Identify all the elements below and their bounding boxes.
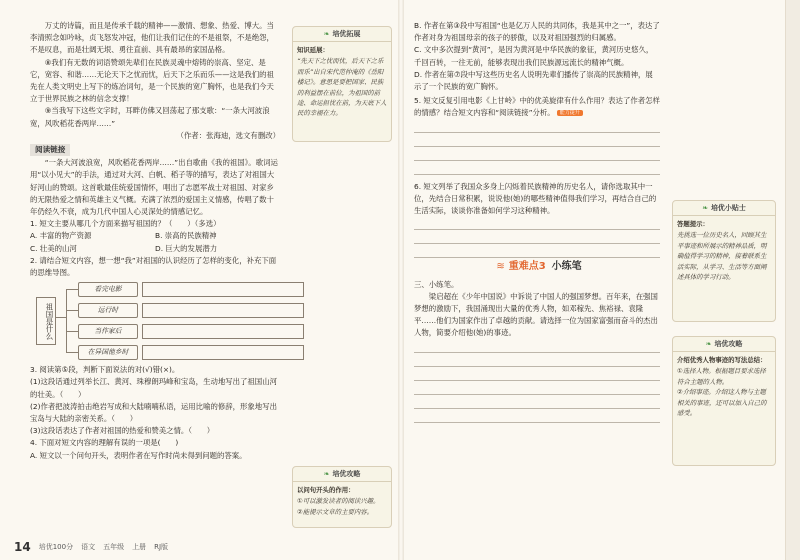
panel-header: ❧ 培优拓展 <box>293 27 391 42</box>
left-column <box>30 20 280 462</box>
section-3-prompt: 梁启超在《少年中国说》中诉说了中国人的强国梦想。百年来，在强国梦想的激励下，我国涌现出大量的优秀人物，如邓稼先、焦裕禄、袁隆平……他们为国家作出了卓越的贡献。请选择一位为国家富强而奋斗的杰出人物，简要介绍他(她)的事迹。 <box>414 291 658 338</box>
ability-badge: 能力提升 <box>557 110 583 116</box>
q4-option-c[interactable]: C. 文中多次提到“黄河”，是因为黄河是中华民族的象征，黄河历史悠久，千回百转，一往无前，能够表现出我们民族源远流长的精神气概。 <box>414 45 654 67</box>
strategy-panel <box>292 466 392 528</box>
grade: 五年级 <box>103 543 125 551</box>
tips-panel <box>672 200 776 322</box>
reading-link-title: 阅读链接 <box>30 144 70 156</box>
mind-map-connector <box>66 352 78 353</box>
panel-body: 先挑选一位历史名人，回顾其生平事迹和所展示的精神品质，明确值得学习的精神，接着联系生活实际，从学习、生活等方面阐述具体的学习行动。 <box>677 231 767 282</box>
mind-map <box>30 281 280 361</box>
wave-icon: ≋ <box>496 261 505 273</box>
page-number: 14 <box>14 540 31 554</box>
answer-line[interactable] <box>414 162 660 175</box>
answer-line[interactable] <box>414 245 660 258</box>
panel-header: ❧ 培优攻略 <box>673 337 775 352</box>
answer-line[interactable] <box>414 396 660 409</box>
question-6: 6. 短文列举了我国众多身上闪烁着民族精神的历史名人，请你选取其中一位，先结合日常积累，说说他(她)的哪些精神值得我们学习，再结合自己的生活实际，谈谈你准备如何学习这种精神。 <box>414 181 657 216</box>
q3-item: (2)作者把波涛拍击绝岩写成和大陆喃喃私语，运用比喻的修辞，形象地写出宝岛与大陆的亲密关系。（ ） <box>30 401 277 424</box>
edition: RJ版 <box>154 543 169 551</box>
panel-subtitle: 答题提示： <box>677 220 709 228</box>
series-name: 培优100分 <box>38 543 74 551</box>
panel-subtitle: 介绍优秀人物事迹的写法总结： <box>677 356 767 364</box>
question-2: 2. 请结合短文内容，想一想“我”对祖国的认识经历了怎样的变化，补充下面的思维导图。 <box>30 255 277 278</box>
mind-map-node: 看完电影 <box>78 282 138 297</box>
answer-line[interactable] <box>414 340 660 353</box>
book-spine <box>398 0 404 560</box>
page-edge <box>785 0 800 560</box>
page-footer <box>14 540 168 554</box>
panel-body: “先天下之忧而忧，后天下之乐而乐”出自宋代范仲淹的《岳阳楼记》。意思是要把国家、民族的利益摆在前位，为祖国的前途、命运担忧在前，为天底下人民的幸福在力。 <box>297 57 387 118</box>
answer-line[interactable] <box>414 354 660 367</box>
panel-subtitle: 知识延展： <box>297 46 329 54</box>
answer-line[interactable] <box>414 134 660 147</box>
mind-map-answer-box[interactable] <box>142 282 304 297</box>
mind-map-root: 祖国是什么 <box>36 297 56 345</box>
panel-body: ①可以激发读者的阅读兴趣。 ②能提示文章的主要内容。 <box>297 497 380 516</box>
q4-option-d[interactable]: D. 作者在第⑦段中写这些历史名人说明先辈们播传了崇高的民族精神，展示了一个民族的宽广胸怀。 <box>414 69 653 92</box>
q4-option-a[interactable]: A. 短文以一个问句开头，表明作者在写作时尚未得到问题的答案。 <box>30 450 247 460</box>
key-point-label: 重难点3 <box>508 261 546 273</box>
leaf-icon: ❧ <box>702 204 708 212</box>
q1-option-d[interactable]: D. 巨大的发展潜力 <box>155 243 218 253</box>
mind-map-answer-box[interactable] <box>142 345 304 360</box>
q3-answer-paren[interactable]: （ ） <box>111 414 138 424</box>
answer-line[interactable] <box>414 231 660 244</box>
q3-answer-paren[interactable]: （ ） <box>59 389 86 399</box>
question-1: 1. 短文主要从哪几个方面来描写祖国的？（ ）（多选） <box>30 219 221 229</box>
right-column <box>414 20 660 424</box>
question-3: 3. 阅读第⑤段，判断下面说法的对(√)错(×)。 <box>30 365 180 375</box>
mind-map-connector <box>66 289 67 352</box>
q1-options-row <box>30 230 280 242</box>
answer-line[interactable] <box>414 120 660 133</box>
passage-paragraph: 万丈的诗篇，而且是传承千载的精神——激情、想象、热爱、博大。当李清照念如吟咏，贞飞怒发冲冠，他们让我们记住的不是祖祭，不是绝怨，不是叹息，而是壮阔无垠、勇往直前、具有最昂的家国品格。 <box>30 21 274 55</box>
panel-body: ①选择人物。根据题目要求选择符合主题的人物。 ②介绍事迹。介绍这人物与主题相关的事迹，还可以加入自己的感受。 <box>677 367 767 418</box>
q4-option-b[interactable]: B. 作者在第③段中写祖国“也是亿万人民的共同体，我是其中之一”，表达了作者对身为祖国母亲的孩子的骄傲，以及对祖国强烈的归属感。 <box>414 21 660 43</box>
q3-item: (1)这段话通过列举长江、黄河、珠穆朗玛峰和宝岛，生动地写出了祖国山河的壮美。（ ） <box>30 377 277 399</box>
passage-paragraph: ⑨当我写下这些文字时，耳畔仿佛又回荡起了那支歌：“一条大河波浪宽，风吹稻花香两岸……” <box>30 106 270 128</box>
mind-map-node: 在异国他乡时 <box>78 345 138 360</box>
mind-map-answer-box[interactable] <box>142 324 304 339</box>
mind-map-node: 远行时 <box>78 303 138 318</box>
key-point-heading <box>414 261 660 273</box>
writing-strategy-panel <box>672 336 776 466</box>
passage-paragraph: ⑧我们有无数的词语赞颂先辈们在民族灵魂中熔铸的崇高、坚定、是它，宽容、和谐……无论天下之忧而忧，后天下之乐而乐——这是我们的祖先在人类文明史上写下的炼冶词句，是一个民族的宽广胸怀，也是我们今天立于世界民族之林的信念支撑！ <box>30 57 274 104</box>
knowledge-extension-panel <box>292 26 392 142</box>
answer-line[interactable] <box>414 148 660 161</box>
subject: 语文 <box>81 543 96 551</box>
answer-line[interactable] <box>414 217 660 230</box>
mind-map-connector <box>66 310 78 311</box>
answer-line[interactable] <box>414 368 660 381</box>
passage-source: （作者：张海迪，选文有删改） <box>176 130 280 140</box>
question-5: 5. 短文反复引用电影《上甘岭》中的优美旋律有什么作用？表达了作者怎样的情感？结合短文内容和“阅读链接”分析。 能力提升 <box>414 96 660 118</box>
panel-header: ❧ 培优小贴士 <box>673 201 775 216</box>
leaf-icon: ❧ <box>705 340 712 348</box>
question-4: 4. 下面对短文内容的理解有误的一项是( ) <box>30 438 179 448</box>
q3-answer-paren[interactable]: （ ） <box>188 426 215 436</box>
q3-item: (3)这段话表达了作者对祖国的热爱和赞美之情。（ ） <box>30 426 215 436</box>
panel-header: ❧ 培优攻略 <box>293 467 391 482</box>
mind-map-connector <box>56 317 66 318</box>
volume: 上册 <box>132 543 147 551</box>
mind-map-connector <box>66 289 78 290</box>
section-3-heading: 三、小练笔。 <box>414 279 459 289</box>
mind-map-connector <box>66 331 78 332</box>
q1-option-a[interactable]: A. 丰富的物产资源 <box>30 231 92 241</box>
panel-subtitle: 以问句开头的作用： <box>297 486 355 494</box>
answer-line[interactable] <box>414 382 660 395</box>
q1-option-b[interactable]: B. 崇高的民族精神 <box>155 231 217 241</box>
key-point-title: 小练笔 <box>551 261 582 273</box>
q1-options-row <box>30 243 280 255</box>
mind-map-node: 当作家后 <box>78 324 138 339</box>
reading-link-text: “一条大河波浪宽，风吹稻花香两岸……”出自歌曲《我的祖国》。歌词运用“以小见大”的手法，通过对大河、白帆、稻子等的描写，表达了对祖国大好河山的赞颂。这首歌最佳统爱国情怀，唱出了志愿军战士对祖国、对家乡的无限热爱之情和英雄主义气概。充满了浓烈的爱国主义情感，传唱了数十年仍经久不衰，成为几代中国人心灵深处的情感记忆。 <box>30 158 278 217</box>
leaf-icon: ❧ <box>323 470 330 478</box>
q1-option-c[interactable]: C. 壮美的山河 <box>30 243 77 253</box>
leaf-icon: ❧ <box>323 30 330 38</box>
mind-map-answer-box[interactable] <box>142 303 304 318</box>
answer-line[interactable] <box>414 410 660 423</box>
